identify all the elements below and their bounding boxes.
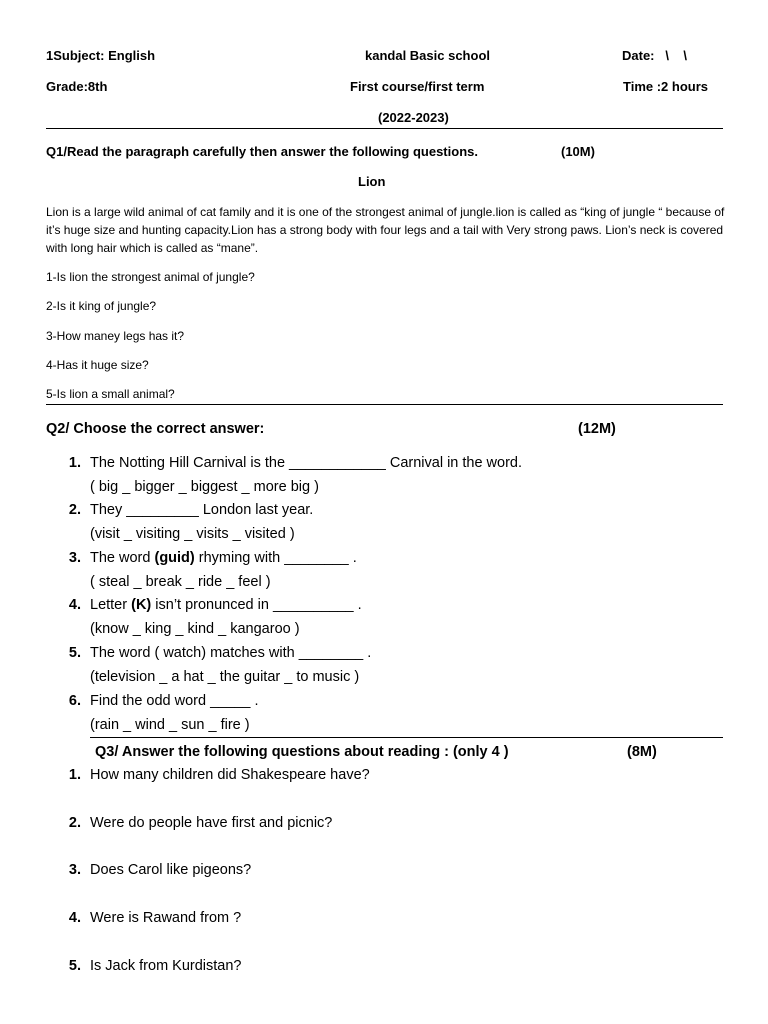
course-label: First course/first term — [350, 79, 485, 94]
q2-item-number: 5. — [68, 645, 81, 661]
q3-item-question: Is Jack from Kurdistan? — [90, 958, 242, 974]
q3-item-question: Were is Rawand from ? — [90, 910, 242, 926]
q3-title: Q3/ Answer the following questions about reading : (only 4 ) — [95, 744, 509, 760]
q2-title: Q2/ Choose the correct answer: — [46, 421, 265, 437]
school-year: (2022-2023) — [378, 110, 449, 125]
q1-question: 3-How maney legs has it? — [46, 329, 185, 343]
time-label: Time :2 hours — [623, 79, 709, 94]
q2-item-number: 4. — [68, 597, 81, 613]
q1-question: 2-Is it king of jungle? — [46, 299, 157, 313]
q2-item-options: (television _ a hat _ the guitar _ to music ) — [90, 669, 360, 685]
q2-divider — [90, 737, 723, 738]
q2-item-question: Find the odd word _____ . — [90, 693, 259, 709]
q3-item-question: How many children did Shakespeare have? — [90, 767, 370, 783]
q2-marks: (12M) — [578, 421, 616, 437]
q1-question: 4-Has it huge size? — [46, 358, 149, 372]
q1-marks: (10M) — [561, 144, 595, 159]
q2-item-question: The word ( watch) matches with ________ . — [90, 645, 372, 661]
q2-item-number: 6. — [68, 693, 81, 709]
q1-title: Q1/Read the paragraph carefully then answer the following questions. — [46, 144, 478, 159]
q3-item-number: 3. — [68, 862, 81, 878]
q2-item-number: 2. — [68, 502, 81, 518]
q2-item-options: (know _ king _ kind _ kangaroo ) — [90, 621, 300, 637]
subject-label: 1Subject: English — [46, 48, 156, 63]
q2-item-options: ( steal _ break _ ride _ feel ) — [90, 574, 271, 590]
q2-item-number: 3. — [68, 550, 81, 566]
q3-item-question: Does Carol like pigeons? — [90, 862, 252, 878]
q3-item-number: 2. — [68, 815, 81, 831]
q2-item-number: 1. — [68, 455, 81, 471]
q2-item-options: (rain _ wind _ sun _ fire ) — [90, 717, 250, 733]
q2-item-question: The word (guid) rhyming with ________ . — [90, 550, 357, 566]
q3-marks: (8M) — [627, 744, 657, 760]
date-label: Date: \ \ — [622, 48, 688, 63]
q1-question: 5-Is lion a small animal? — [46, 387, 175, 401]
q1-divider — [46, 404, 723, 405]
q2-item-question: The Notting Hill Carnival is the ____________ Carnival in the word. — [90, 455, 523, 471]
q1-subtitle: Lion — [358, 174, 386, 189]
q2-item-options: (visit _ visiting _ visits _ visited ) — [90, 526, 295, 542]
school-name: kandal Basic school — [365, 48, 490, 63]
header-divider — [46, 128, 723, 129]
grade-label: Grade:8th — [46, 79, 108, 94]
q2-item-question: They _________ London last year. — [90, 502, 314, 518]
reading-paragraph: Lion is a large wild animal of cat family and it is one of the strongest animal of jungle.lion is called as “king of jungle “ because of it’s huge size and hunting capacity.Lion has a strong body with four legs and a tail with Very strong paws. Lion’s neck is covered with long hair which is called as “mane”. — [46, 205, 725, 255]
q2-item-options: ( big _ bigger _ biggest _ more big ) — [90, 479, 319, 495]
q3-item-number: 5. — [68, 958, 81, 974]
q3-item-number: 4. — [68, 910, 81, 926]
q2-item-question: Letter (K) isn’t pronunced in __________ . — [90, 597, 362, 613]
q3-item-question: Were do people have first and picnic? — [90, 815, 333, 831]
q1-question: 1-Is lion the strongest animal of jungle? — [46, 270, 255, 284]
q3-item-number: 1. — [68, 767, 81, 783]
